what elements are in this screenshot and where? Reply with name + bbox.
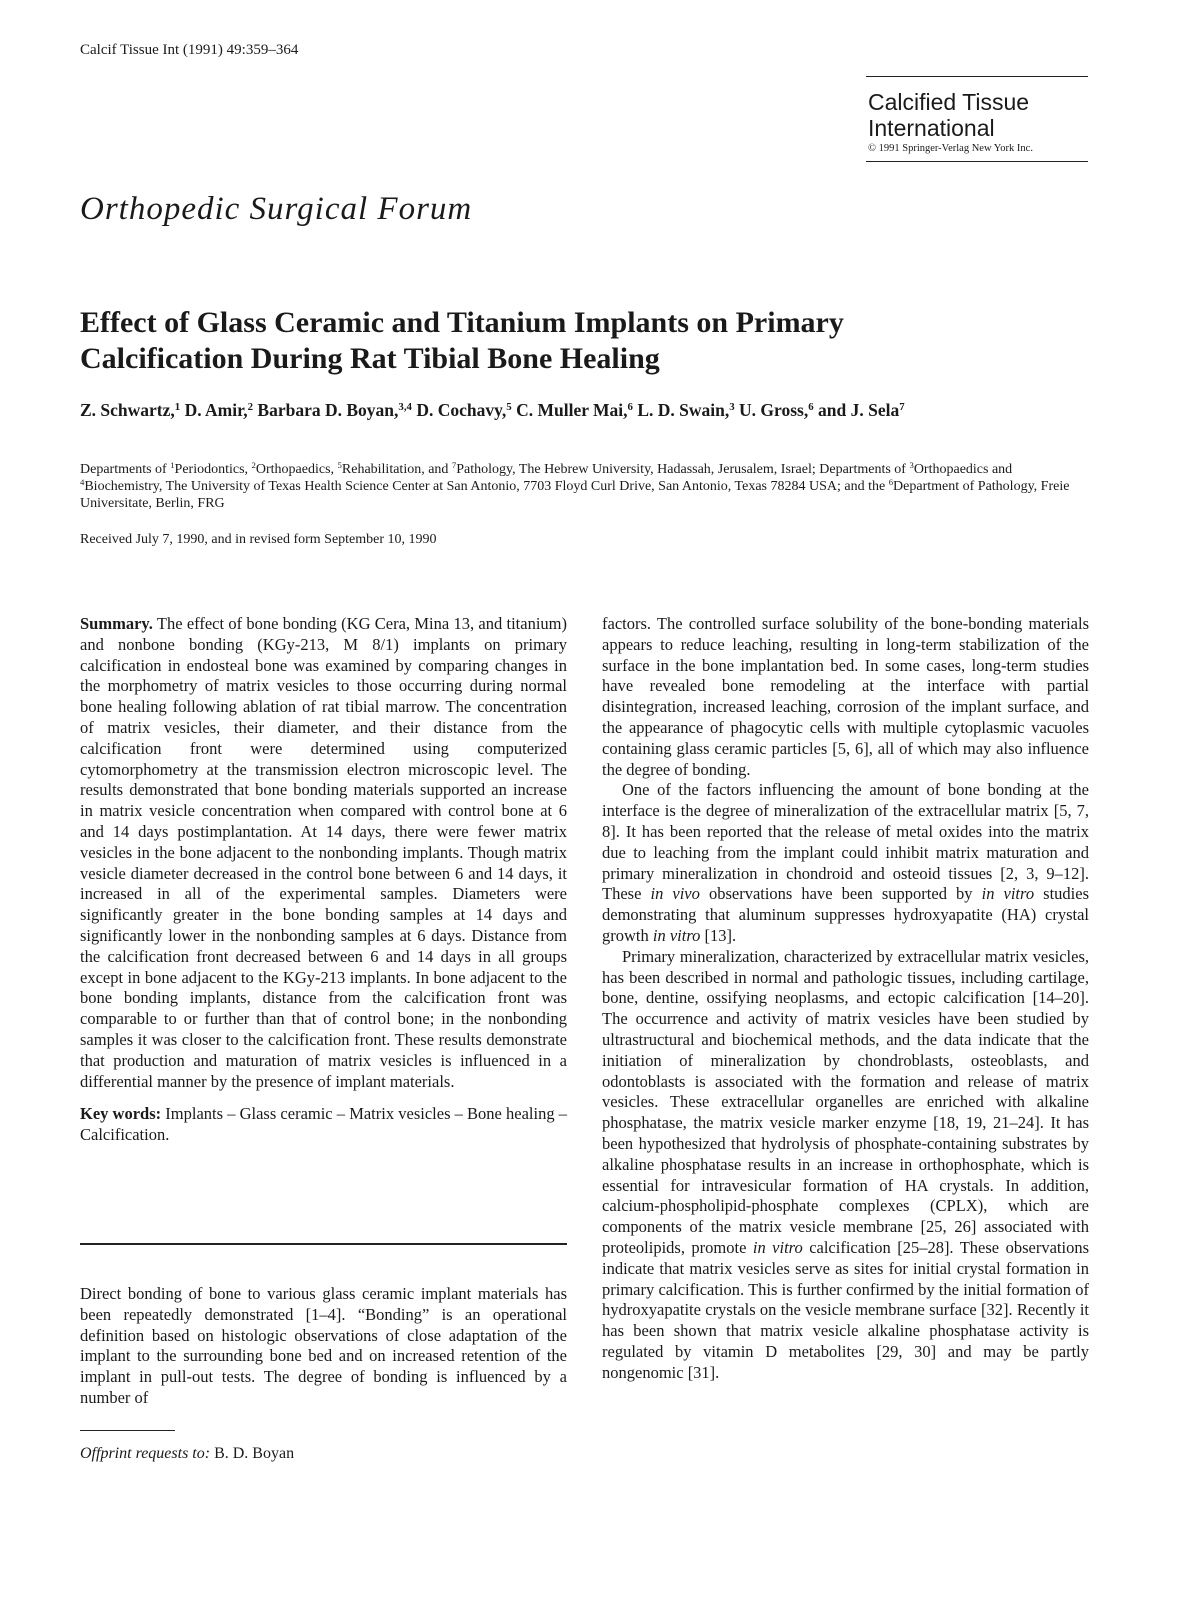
affiliation-mark: 1: [170, 460, 175, 471]
affiliations: [80, 461, 1090, 512]
author-affil-mark: 5: [506, 401, 512, 414]
summary-text: The effect of bone bonding (KG Cera, Mina 13, and titanium) and nonbone bonding (KGy-213, M 8/1) implants on primary calcification in endosteal bone was examined by comparing changes in the morphometry of matrix vesicles to those occurring during normal bone healing following ablation of rat tibial marrow. The concentration of matrix vesicles, their diameter, and their distance from the calcification front were determined using computerized cytomorphometry at the transmission electron microscopic level. The results demonstrated that bone bonding materials supported an increase in matrix vesicle concentration when compared with control bone at 6 and 14 days postimplantation. At 14 days, there were fewer matrix vesicles in the bone adjacent to the nonbonding implants. Though matrix vesicle diameter decreased in the control bone between 6 and 14 days, it increased in all of the experimental samples. Diameters were significantly greater in the bone bonding samples at 14 days and significantly lower in the nonbonding samples at 6 days. Distance from the calcification front decreased between 6 and 14 days in all groups except in bone adjacent to the KGy-213 implants. In bone adjacent to the bone bonding implants, distance from the calcification front was comparable to or further than that of control bone; in the nonbonding samples it was closer to the calcification front. These results demonstrate that production and maturation of matrix vesicles is influenced in a differential manner by the presence of implant materials.: [80, 614, 567, 1091]
affiliation-mark: 4: [80, 477, 85, 488]
body-text: Primary mineralization, characterized by extracellular matrix vesicles, has been described in normal and pathologic tissues, including cartilage, bone, dentine, ossifying neoplasms, and ectopic calcification [14–20]. The occurrence and activity of matrix vesicles have been studied by ultrastructural and biochemical methods, and the data indicate that the initiation of mineralization by chondroblasts, osteoblasts, and odontoblasts is associated with the formation and release of matrix vesicles. These extracellular organelles are enriched with alkaline phosphatase, the matrix vesicle marker enzyme [18, 19, 21–24]. It has been hypothesized that hydrolysis of phosphate-containing substrates by alkaline phosphatase results in an increase in orthophosphate, which is essential for intravesicular formation of HA crystals. In addition, calcium-phospholipid-phosphate complexes (CPLX), which are components of the matrix vesicle membrane [25, 26] associated with proteolipids, promote: [602, 946, 1089, 1257]
offprint-footnote: [80, 1445, 294, 1463]
author-name: U. Gross,: [739, 400, 809, 420]
section-heading: Orthopedic Surgical Forum: [80, 191, 473, 227]
affiliation-text: Rehabilitation, and: [341, 462, 452, 477]
author-list: [80, 399, 1080, 421]
author-name: and J. Sela: [818, 400, 900, 420]
affiliation-text: Periodontics,: [174, 462, 252, 477]
journal-citation: Calcif Tissue Int (1991) 49:359–364: [80, 42, 299, 58]
author-affil-mark: 7: [899, 401, 905, 414]
italic-term: in vitro: [981, 884, 1035, 904]
author-affil-mark: 6: [627, 401, 633, 414]
affiliation-text: Department of Pathology, Freie Universitate, Berlin, FRG: [80, 479, 1070, 511]
author-name: Barbara D. Boyan,: [257, 400, 399, 420]
keywords-text: Implants – Glass ceramic – Matrix vesicles – Bone healing – Calcification.: [80, 1104, 567, 1145]
author-name: Z. Schwartz,: [80, 400, 175, 420]
intro-text: Direct bonding of bone to various glass ceramic implant materials has been repeatedly demonstrated [1–4]. “Bonding” is an operational definition based on histologic observations of close adaptation of the implant to the surrounding bone bed and on increased retention of the implant in pull-out tests. The degree of bonding is influenced by a number of: [80, 1284, 567, 1407]
title-line-2: Calcification During Rat Tibial Bone Healing: [80, 342, 660, 375]
received-date: Received July 7, 1990, and in revised form September 10, 1990: [80, 532, 437, 547]
journal-masthead: [866, 76, 1088, 162]
keywords-paragraph: [80, 1104, 567, 1146]
footnote-divider: [80, 1430, 175, 1431]
body-column-right: [602, 614, 1089, 1383]
body-paragraph-1: factors. The controlled surface solubility of the bone-bonding materials appears to reduce leaching, resulting in long-term stabilization of the surface in the bone implantation bed. In some cases, long-term studies have revealed bone remodeling at the interface with partial disintegration, increased leaching, corrosion of the implant surface, and the appearance of phagocytic cells with multiple cytoplasmic vacuoles containing glass ceramic particles [5, 6], all of which may also influence the degree of bonding.: [602, 614, 1089, 779]
offprint-label: Offprint requests to:: [80, 1445, 211, 1462]
author-name: C. Muller Mai,: [516, 400, 628, 420]
body-text: calcification [25–28]. These observations indicate that matrix vesicles serve as sites for initial crystal formation in primary calcification. This is further confirmed by the initial formation of hydroxyapatite crystals on the vesicle membrane surface [32]. Recently it has been shown that matrix vesicle alkaline phosphatase activity is regulated by vitamin D metabolites [29, 30] and may be partly nongenomic [31].: [602, 1237, 1089, 1382]
affiliation-mark: 7: [451, 460, 457, 471]
intro-paragraph: [80, 1284, 567, 1409]
author-name: L. D. Swain,: [637, 400, 730, 420]
article-title: [80, 305, 1080, 377]
body-text: One of the factors influencing the amount of bone bonding at the interface is the degree of mineralization of the extracellular matrix [5, 7, 8]. It has been reported that the release of metal oxides into the matrix due to leaching from the implant could inhibit matrix maturation and primary mineralization in chondroid and osteoid tissues [2, 3, 9–12]. These: [602, 780, 1089, 904]
abstract-column: [80, 614, 567, 1146]
keywords-label: Key words:: [80, 1104, 162, 1124]
affiliation-text: Pathology, The Hebrew University, Hadassah, Jerusalem, Israel; Departments of: [456, 462, 910, 477]
affiliation-mark: 2: [251, 460, 256, 471]
summary-label: Summary.: [80, 614, 153, 633]
author-affil-mark: 3: [729, 401, 735, 414]
body-text: observations have been supported by: [699, 884, 982, 904]
body-text: [13].: [700, 925, 737, 945]
body-paragraph-3: [602, 947, 1089, 1384]
author-affil-mark: 6: [808, 401, 814, 414]
author-name: D. Cochavy,: [416, 400, 507, 420]
affiliation-text: Orthopaedics and: [913, 462, 1013, 477]
body-paragraph-2: [602, 780, 1089, 946]
copyright-notice: © 1991 Springer-Verlag New York Inc.: [868, 143, 1033, 154]
journal-name-line2: International: [868, 115, 995, 141]
summary-paragraph: [80, 614, 567, 1092]
author-affil-mark: 2: [247, 401, 254, 414]
author-name: D. Amir,: [184, 400, 248, 420]
author-affil-mark: 3,4: [398, 401, 412, 414]
italic-term: in vivo: [650, 884, 700, 904]
affiliation-mark: 6: [888, 477, 894, 488]
affiliation-mark: 3: [909, 460, 914, 471]
affiliation-text: Biochemistry, The University of Texas Health Science Center at San Antonio, 7703 Floyd Curl Drive, San Antonio, Texas 78284 USA; and the: [84, 479, 889, 494]
italic-term: in vitro: [752, 1237, 803, 1257]
title-line-1: Effect of Glass Ceramic and Titanium Implants on Primary: [80, 306, 844, 339]
journal-name-line1: Calcified Tissue: [868, 89, 1030, 115]
affiliation-mark: 5: [337, 460, 342, 471]
italic-term: in vitro: [652, 925, 701, 945]
affiliation-text: Departments of: [80, 462, 171, 477]
abstract-divider: [80, 1243, 567, 1245]
body-text: studies demonstrating that aluminum suppresses hydroxyapatite (HA) crystal growth: [602, 884, 1089, 945]
affiliation-text: Orthopaedics,: [255, 462, 338, 477]
author-affil-mark: 1: [174, 401, 181, 414]
offprint-name: B. D. Boyan: [210, 1445, 295, 1462]
